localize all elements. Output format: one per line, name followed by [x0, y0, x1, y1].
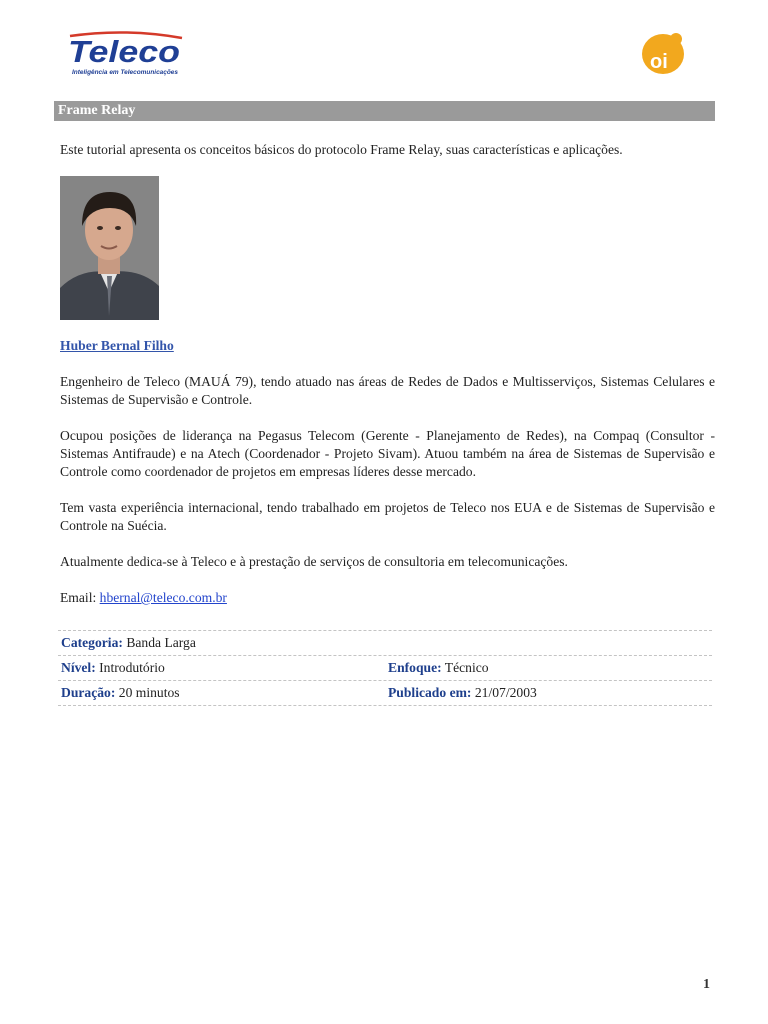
enfoque-label: Enfoque:: [388, 660, 442, 675]
metadata-row: [58, 680, 712, 706]
duracao-cell: [58, 681, 385, 705]
publicado-label: Publicado em:: [388, 685, 472, 700]
bio-paragraph: Tem vasta experiência internacional, tendo trabalhado em projetos de Teleco nos EUA e de Sistemas de Supervisão e Controle na Suécia.: [60, 500, 715, 533]
enfoque-value: Técnico: [444, 660, 489, 675]
duracao-value: 20 minutos: [118, 685, 180, 700]
metadata-row: [58, 630, 712, 655]
nivel-value: Introdutório: [99, 660, 165, 675]
author-name-link[interactable]: Huber Bernal Filho: [60, 338, 174, 353]
teleco-logo-name: Teleco: [68, 34, 180, 69]
email-label: Email:: [60, 590, 97, 605]
metadata-row: [58, 655, 712, 680]
page-number: 1: [703, 977, 710, 992]
duracao-label: Duração:: [61, 685, 116, 700]
categoria-value: Banda Larga: [126, 635, 196, 650]
bio-paragraph: Engenheiro de Teleco (MAUÁ 79), tendo atuado nas áreas de Redes de Dados e Multisserviços, Sistemas Celulares e Sistemas de Supervisão e Controle.: [60, 374, 715, 407]
publicado-cell: [385, 681, 712, 705]
bio-paragraph: Atualmente dedica-se à Teleco e à prestação de serviços de consultoria em telecomunicações.: [60, 554, 568, 569]
publicado-value: 21/07/2003: [474, 685, 537, 700]
author-photo: [60, 176, 159, 320]
nivel-cell: [58, 656, 385, 680]
oi-logo-dot: [670, 33, 682, 45]
intro-text: Este tutorial apresenta os conceitos básicos do protocolo Frame Relay, suas características e aplicações.: [60, 142, 623, 157]
author-bio: [60, 373, 715, 607]
bio-paragraph: Ocupou posições de liderança na Pegasus Telecom (Gerente - Planejamento de Redes), na Compaq (Consultor - Sistemas Antifraude) e na Atech (Coordenador - Projeto Sivam). Atuou também na área de Sistemas de Supervisão e Controle como coordenador de projetos em empresas líderes desse mercado.: [60, 428, 715, 479]
document-title: Frame Relay: [54, 101, 715, 121]
email-line: [60, 589, 715, 607]
email-link[interactable]: hbernal@teleco.com.br: [99, 590, 227, 605]
nivel-label: Nível:: [61, 660, 96, 675]
author-portrait-image: [60, 176, 159, 320]
teleco-logo-tagline: Inteligência em Telecomunicações: [72, 69, 179, 76]
oi-logo-text: oi: [650, 51, 668, 73]
oi-logo: [638, 30, 688, 78]
teleco-logo: [66, 30, 184, 80]
enfoque-cell: [385, 656, 712, 680]
categoria-cell: [58, 631, 385, 655]
categoria-label: Categoria:: [61, 635, 123, 650]
metadata-table: [58, 630, 712, 706]
